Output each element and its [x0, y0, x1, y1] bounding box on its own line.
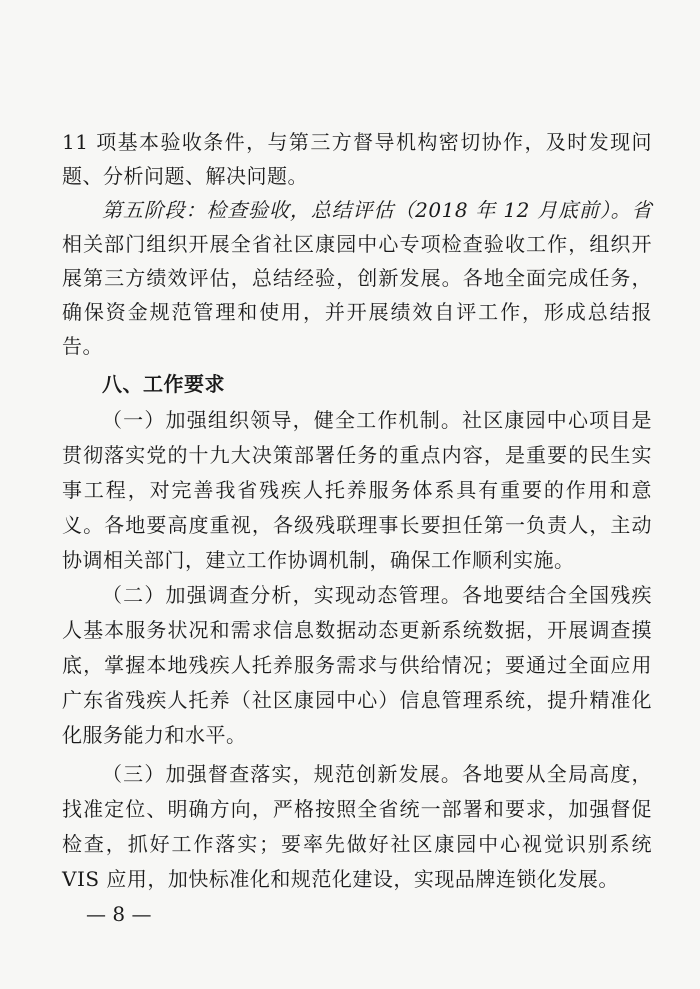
paragraph-line: 告。 — [62, 334, 103, 358]
section-heading: 八、工作要求 — [102, 372, 225, 396]
paragraph-line: 11 项基本验收条件，与第三方督导机构密切协作，及时发现问 — [62, 130, 652, 154]
paragraph-line: 化服务能力和水平。 — [62, 723, 247, 747]
paragraph-line: （三）加强督查落实，规范创新发展。各地要从全局高度， — [102, 762, 652, 786]
paragraph-line: 人基本服务状况和需求信息数据动态更新系统数据，开展调查摸 — [62, 618, 652, 642]
paragraph-line: 确保资金规范管理和使用，并开展绩效自评工作，形成总结报 — [62, 300, 652, 324]
paragraph-line: 广东省残疾人托养（社区康园中心）信息管理系统，提升精准化 — [62, 688, 652, 712]
paragraph-line: 找准定位、明确方向，严格按照全省统一部署和要求，加强督促 — [62, 797, 652, 821]
paragraph-line: （一）加强组织领导，健全工作机制。社区康园中心项目是 — [102, 408, 652, 432]
paragraph-line: 题、分析问题、解决问题。 — [62, 164, 308, 188]
paragraph-line: 事工程，对完善我省残疾人托养服务体系具有重要的作用和意 — [62, 478, 652, 502]
paragraph-line: 贯彻落实党的十九大决策部署任务的重点内容，是重要的民生实 — [62, 443, 652, 467]
paragraph-line: 第五阶段：检查验收，总结评估（2018 年 12 月底前）。省 — [102, 198, 652, 222]
paragraph-line: 协调相关部门，建立工作协调机制，确保工作顺利实施。 — [62, 548, 575, 572]
paragraph-line: 相关部门组织开展全省社区康园中心专项检查验收工作，组织开 — [62, 232, 652, 256]
paragraph-line: 检查，抓好工作落实；要率先做好社区康园中心视觉识别系统 — [62, 832, 652, 856]
paragraph-line: VIS 应用，加快标准化和规范化建设，实现品牌连锁化发展。 — [62, 867, 619, 891]
paragraph-line: （二）加强调查分析，实现动态管理。各地要结合全国残疾 — [102, 583, 652, 607]
paragraph-line: 底，掌握本地残疾人托养服务需求与供给情况；要通过全面应用 — [62, 653, 652, 677]
paragraph-line: 义。各地要高度重视，各级残联理事长要担任第一负责人，主动 — [62, 513, 652, 537]
paragraph-line: 展第三方绩效评估，总结经验，创新发展。各地全面完成任务， — [62, 266, 652, 290]
page-number: — 8 — — [86, 902, 152, 926]
